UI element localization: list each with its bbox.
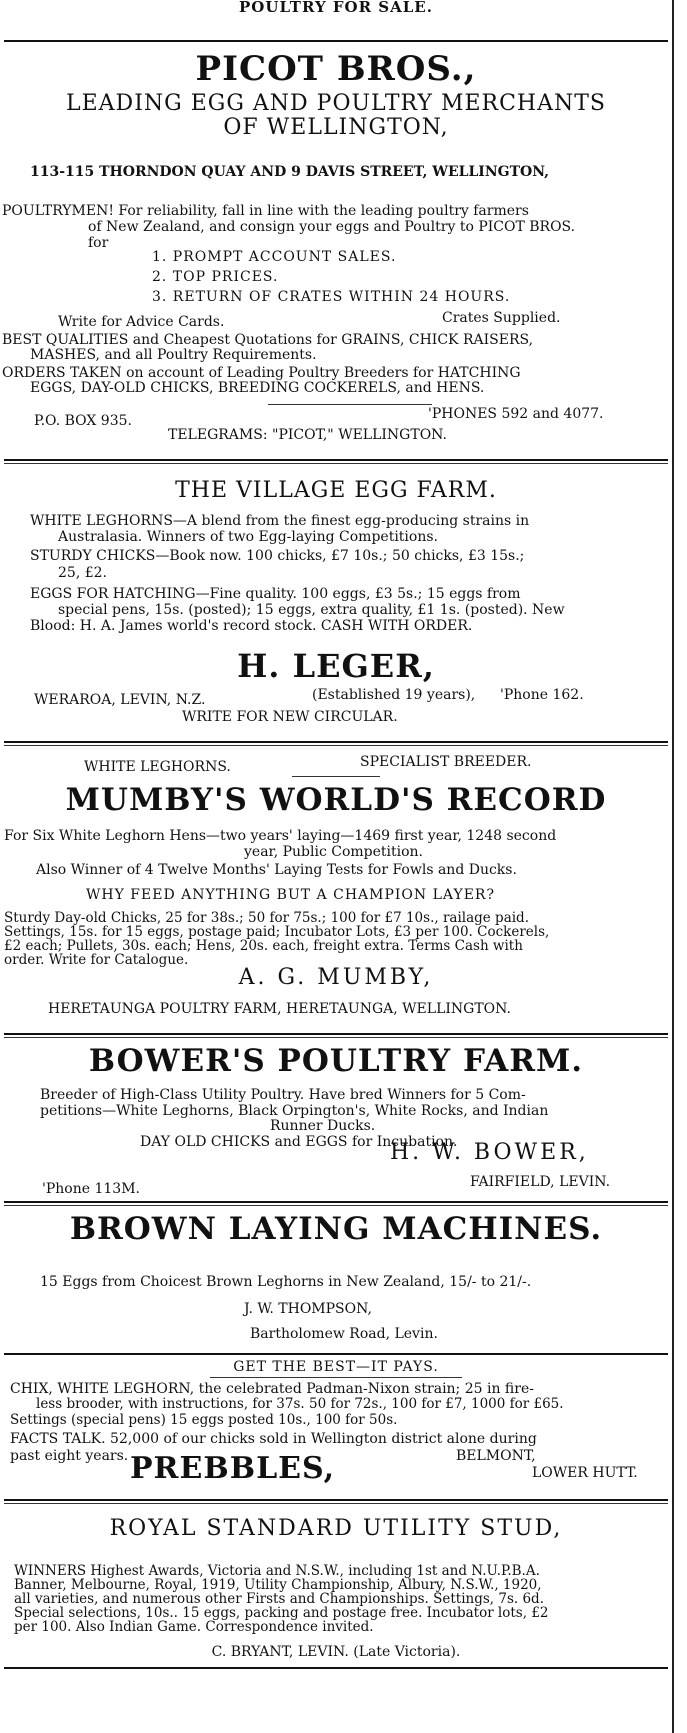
mumby-line: WHY FEED ANYTHING BUT A CHAMPION LAYER? xyxy=(86,887,495,903)
picot-orders-2: EGGS, DAY-OLD CHICKS, BREEDING COCKERELS, and HENS. xyxy=(30,380,485,396)
picot-phones: 'PHONES 592 and 4077. xyxy=(428,406,604,422)
brown-address: Bartholomew Road, Levin. xyxy=(250,1326,438,1342)
mumby-line: For Six White Leghorn Hens—two years' laying—1469 first year, 1248 second xyxy=(4,828,557,844)
village-line: special pens, 15s. (posted); 15 eggs, extra quality, £1 1s. (posted). New xyxy=(58,602,565,618)
divider xyxy=(4,463,668,464)
section-header: POULTRY FOR SALE. xyxy=(239,0,433,16)
divider xyxy=(4,1205,668,1206)
village-line: 25, £2. xyxy=(58,565,107,581)
picot-tagline-1: LEADING EGG AND POULTRY MERCHANTS xyxy=(66,91,606,116)
picot-best-2: MASHES, and all Poultry Requirements. xyxy=(30,347,317,363)
prebbles-name: PREBBLES, xyxy=(130,1451,336,1486)
short-rule xyxy=(210,1377,462,1378)
prebbles-line: FACTS TALK. 52,000 of our chicks sold in Wellington district alone during xyxy=(10,1431,537,1447)
mumby-line: year, Public Competition. xyxy=(244,844,424,860)
prebbles-header: GET THE BEST—IT PAYS. xyxy=(233,1359,439,1375)
royal-line: all varieties, and numerous other Firsts and Championships. Settings, 7s. 6d. xyxy=(14,1591,544,1607)
divider xyxy=(4,1499,668,1501)
divider xyxy=(4,40,668,42)
royal-line: per 100. Also Indian Game. Correspondence invited. xyxy=(14,1619,374,1635)
village-line: EGGS FOR HATCHING—Fine quality. 100 eggs, £3 5s.; 15 eggs from xyxy=(30,586,521,602)
prebbles-line: CHIX, WHITE LEGHORN, the celebrated Padman-Nixon strain; 25 in fire- xyxy=(10,1381,534,1397)
royal-line: WINNERS Highest Awards, Victoria and N.S.W., including 1st and N.U.P.B.A. xyxy=(14,1563,540,1579)
divider xyxy=(4,745,668,746)
prebbles-lowerhutt: LOWER HUTT. xyxy=(532,1465,638,1481)
mumby-name: A. G. MUMBY, xyxy=(238,965,434,990)
brown-title: BROWN LAYING MACHINES. xyxy=(69,1211,603,1247)
divider xyxy=(4,1503,668,1504)
divider xyxy=(4,1033,668,1035)
picot-best-1: BEST QUALITIES and Cheapest Quotations for GRAINS, CHICK RAISERS, xyxy=(2,332,534,348)
picot-advice: Write for Advice Cards. xyxy=(58,314,225,330)
prebbles-line: less brooder, with instructions, for 37s. 50 for 72s., 100 for £7, 1000 for £65. xyxy=(36,1396,564,1412)
short-rule xyxy=(268,404,432,405)
brown-line: 15 Eggs from Choicest Brown Leghorns in New Zealand, 15/- to 21/-. xyxy=(40,1274,532,1290)
picot-address: 113-115 THORNDON QUAY AND 9 DAVIS STREET, WELLINGTON, xyxy=(30,164,549,180)
village-line: Blood: H. A. James world's record stock. CASH WITH ORDER. xyxy=(30,618,473,634)
divider xyxy=(4,1037,668,1038)
bower-title: BOWER'S POULTRY FARM. xyxy=(88,1043,584,1079)
divider xyxy=(4,1353,668,1355)
leger-name: H. LEGER, xyxy=(237,647,435,685)
village-line: STURDY CHICKS—Book now. 100 chicks, £7 10s.; 50 chicks, £3 15s.; xyxy=(30,548,525,564)
royal-line: Banner, Melbourne, Royal, 1919, Utility Championship, Albury, N.S.W., 1920, xyxy=(14,1577,542,1593)
picot-p2: of New Zealand, and consign your eggs and Poultry to PICOT BROS. xyxy=(88,219,576,235)
royal-title: ROYAL STANDARD UTILITY STUD, xyxy=(109,1516,563,1541)
mumby-right: SPECIALIST BREEDER. xyxy=(360,754,532,770)
bower-line: Runner Ducks. xyxy=(270,1118,376,1134)
picot-p1: POULTRYMEN! For reliability, fall in line with the leading poultry farmers xyxy=(2,203,529,219)
short-rule xyxy=(292,776,380,777)
picot-list-item: 3. RETURN OF CRATES WITHIN 24 HOURS. xyxy=(152,289,511,305)
leger-phone: 'Phone 162. xyxy=(500,687,584,703)
royal-name: C. BRYANT, LEVIN. (Late Victoria). xyxy=(211,1644,461,1660)
brown-name: J. W. THOMPSON, xyxy=(244,1301,372,1317)
picot-tagline-2: OF WELLINGTON, xyxy=(223,115,449,140)
divider xyxy=(4,741,668,743)
divider xyxy=(4,1201,668,1203)
mumby-line: order. Write for Catalogue. xyxy=(4,952,189,968)
mumby-line: Settings, 15s. for 15 eggs, postage paid; Incubator Lots, £3 per 100. Cockerels, xyxy=(4,924,550,940)
picot-crates: Crates Supplied. xyxy=(442,310,561,326)
bower-place: FAIRFIELD, LEVIN. xyxy=(470,1174,611,1190)
mumby-title: MUMBY'S WORLD'S RECORD xyxy=(65,782,607,818)
prebbles-line: past eight years. xyxy=(10,1448,129,1464)
mumby-left: WHITE LEGHORNS. xyxy=(84,759,231,775)
picot-p3: for xyxy=(88,235,109,251)
village-title: THE VILLAGE EGG FARM. xyxy=(175,478,497,503)
village-line: WHITE LEGHORNS—A blend from the finest egg-producing strains in xyxy=(30,513,530,529)
picot-orders-1: ORDERS TAKEN on account of Leading Poultry Breeders for HATCHING xyxy=(2,365,521,381)
mumby-line: Sturdy Day-old Chicks, 25 for 38s.; 50 for 75s.; 100 for £7 10s., railage paid. xyxy=(4,910,529,926)
picot-list-item: 1. PROMPT ACCOUNT SALES. xyxy=(152,249,397,265)
picot-name: PICOT BROS., xyxy=(195,49,477,89)
bower-line: petitions—White Leghorns, Black Orpington's, White Rocks, and Indian xyxy=(40,1103,549,1119)
picot-list-item: 2. TOP PRICES. xyxy=(152,269,279,285)
bower-phone: 'Phone 113M. xyxy=(42,1181,140,1197)
village-line: Australasia. Winners of two Egg-laying Competitions. xyxy=(58,529,438,545)
divider xyxy=(4,1667,668,1669)
bower-line: Breeder of High-Class Utility Poultry. Have bred Winners for 5 Com- xyxy=(40,1087,526,1103)
divider xyxy=(4,459,668,461)
prebbles-belmont: BELMONT, xyxy=(456,1448,536,1464)
mumby-farm: HERETAUNGA POULTRY FARM, HERETAUNGA, WELLINGTON. xyxy=(48,1001,511,1017)
picot-telegrams: TELEGRAMS: "PICOT," WELLINGTON. xyxy=(168,427,447,443)
leger-place: WERAROA, LEVIN, N.Z. xyxy=(34,692,206,708)
mumby-line: £2 each; Pullets, 30s. each; Hens, 20s. each, freight extra. Terms Cash with xyxy=(4,938,523,954)
bower-name: H. W. BOWER, xyxy=(390,1140,589,1165)
leger-circular: WRITE FOR NEW CIRCULAR. xyxy=(182,709,398,725)
mumby-line: Also Winner of 4 Twelve Months' Laying Tests for Fowls and Ducks. xyxy=(36,862,517,878)
leger-established: (Established 19 years), xyxy=(312,687,476,703)
bower-line: DAY OLD CHICKS and EGGS for Incubation. xyxy=(140,1134,458,1150)
royal-line: Special selections, 10s.. 15 eggs, packing and postage free. Incubator lots, £2 xyxy=(14,1605,549,1621)
prebbles-line: Settings (special pens) 15 eggs posted 10s., 100 for 50s. xyxy=(10,1412,398,1428)
picot-pobox: P.O. BOX 935. xyxy=(34,413,132,429)
